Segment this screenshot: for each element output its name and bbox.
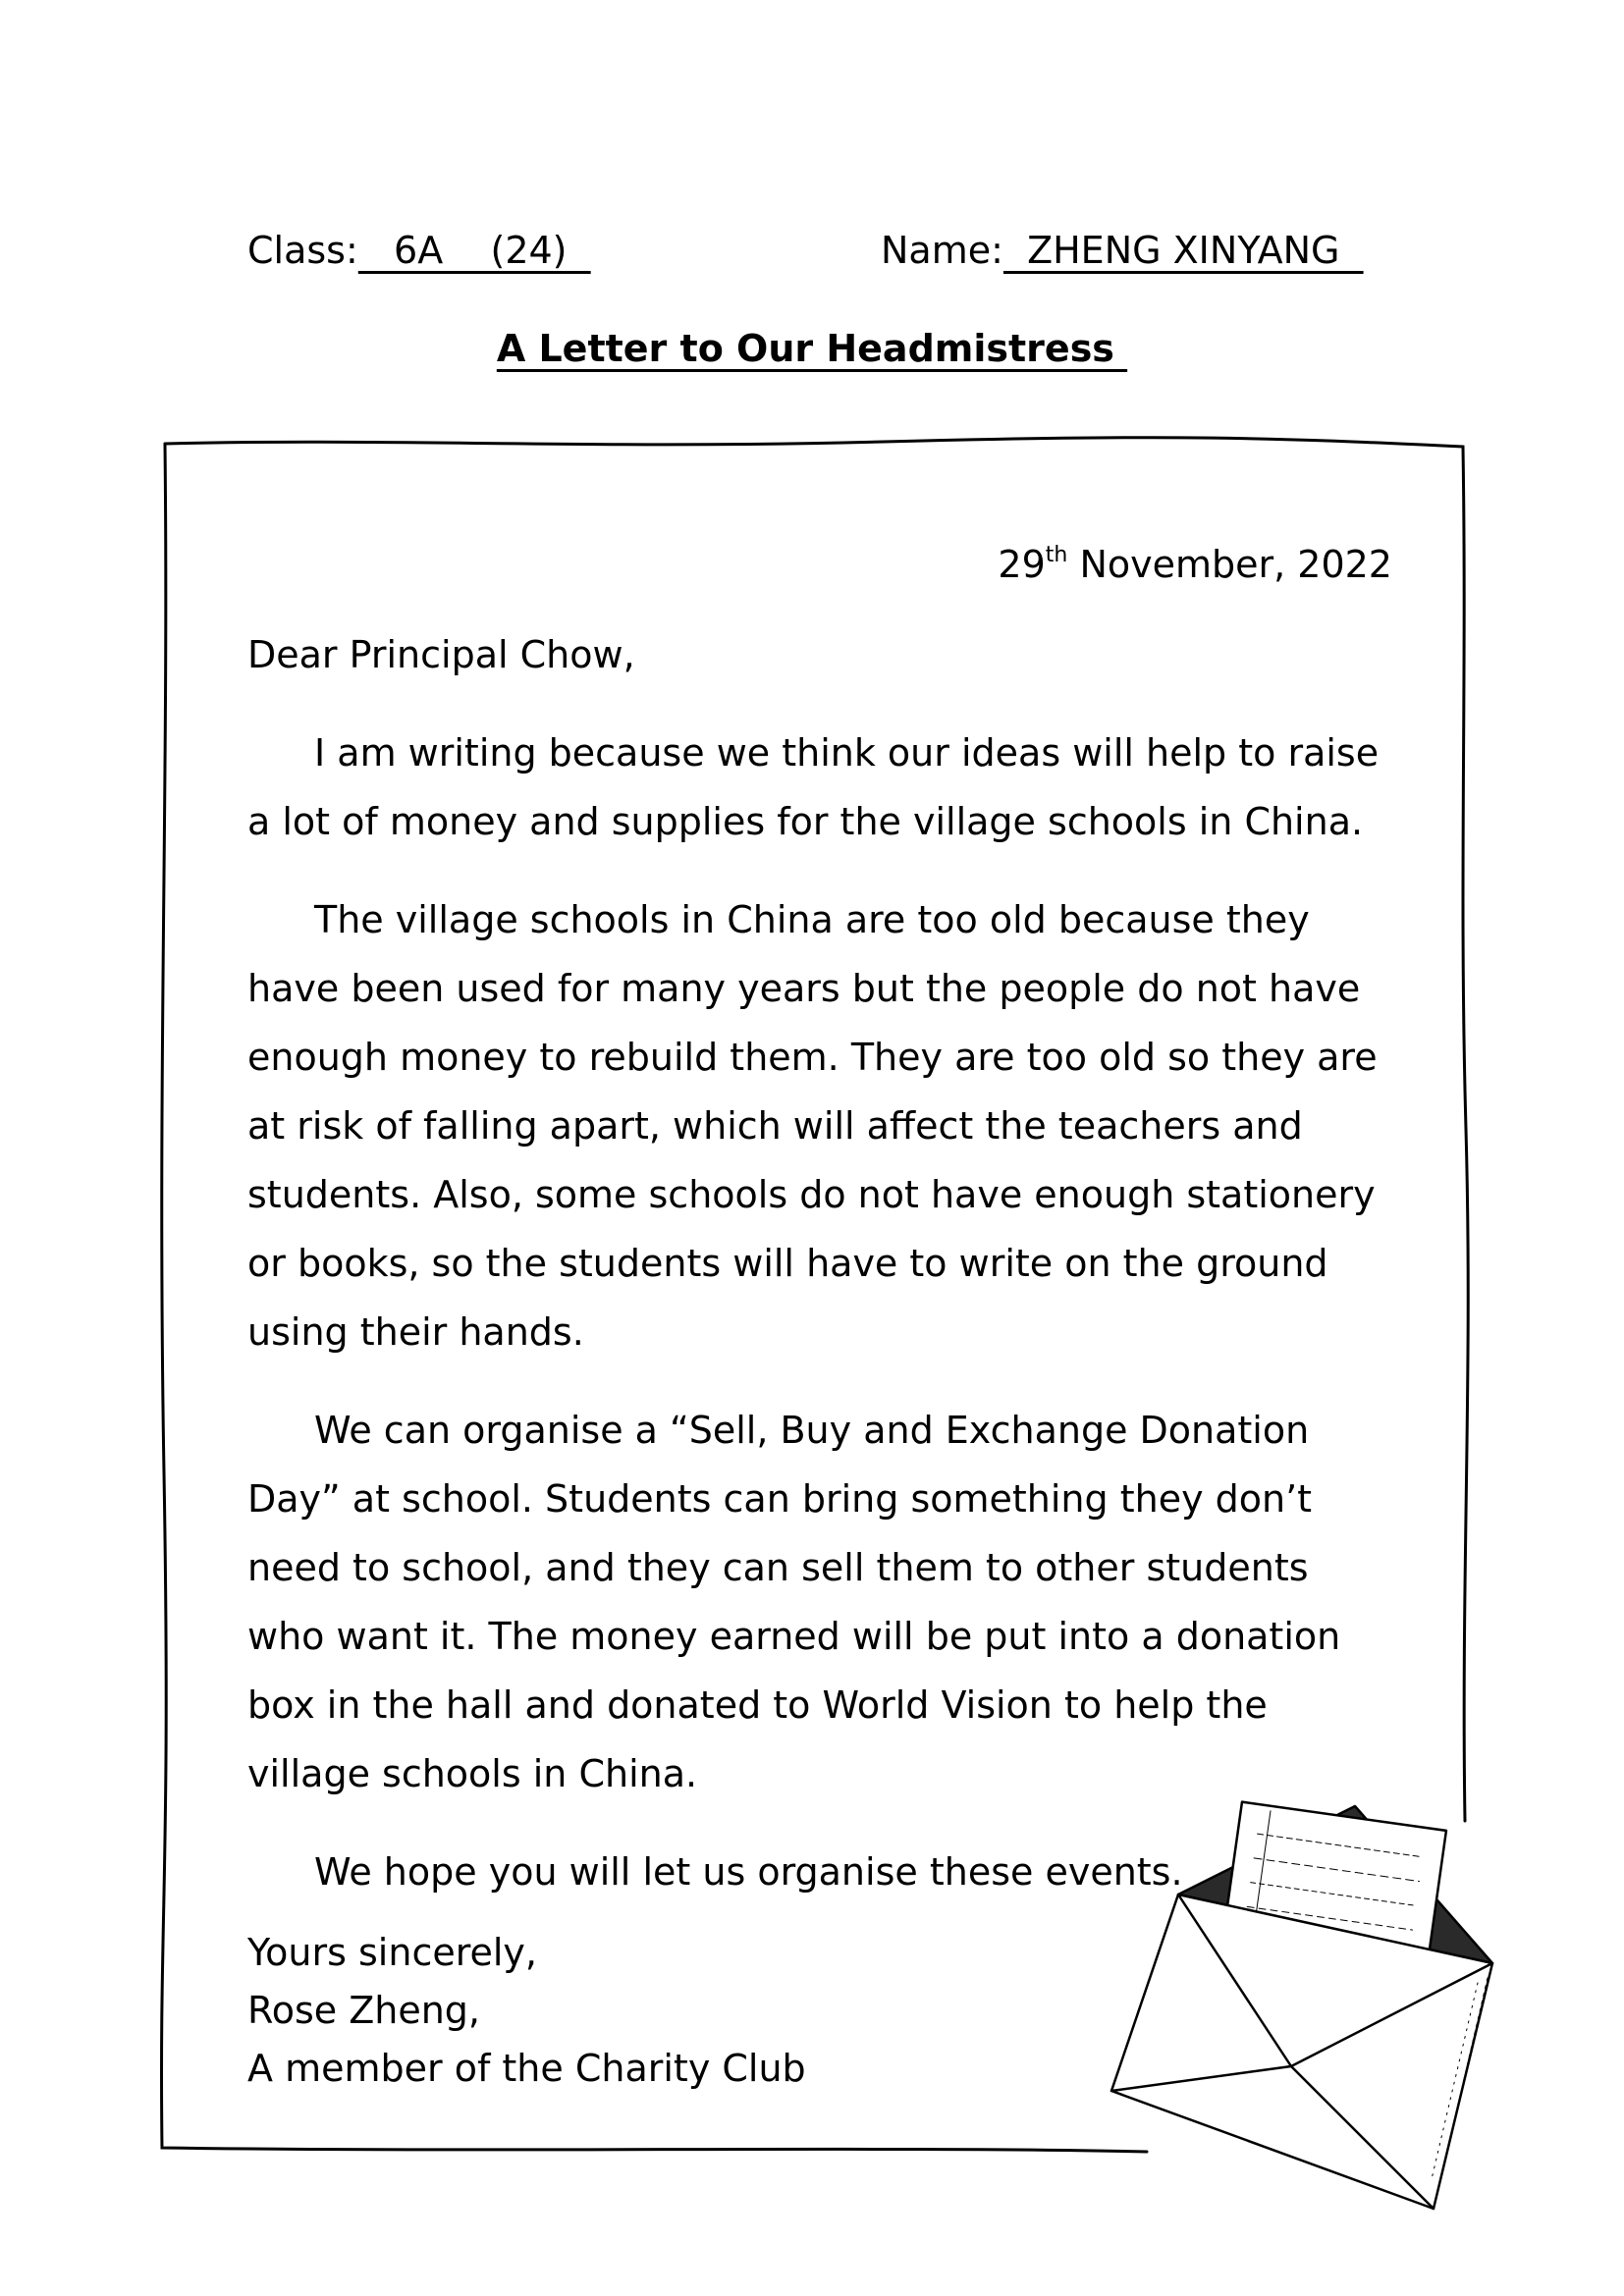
paragraph-problem: The village schools in China are too old because they have been used for many years but the people do not have enough money to rebuild them. They are too old so they are at risk of falling apart, which will affect the teachers and students. Also, some schools do not have enough stationery or books, so the students will have to write on the ground using their hands. — [247, 898, 1378, 1354]
class-value: 6A (24) — [357, 229, 591, 272]
document-title: A Letter to Our Headmistress — [496, 327, 1128, 370]
date-month-year: November, 2022 — [1067, 543, 1392, 586]
signature-name: Rose Zheng, — [247, 1989, 480, 2032]
date-day: 29 — [998, 543, 1046, 586]
paragraph-proposal: We can organise a “Sell, Buy and Exchange Donation Day” at school. Students can bring something they don’t need to school, and they can sell them to other students who want it. The money earned will be put into a donation box in the hall and donated to World Vision to help the village schools in China. — [247, 1409, 1341, 1795]
letter-date — [247, 530, 1392, 599]
date-suffix: th — [1045, 543, 1068, 567]
name-label: Name: — [881, 229, 1003, 272]
paragraph-conclusion: We hope you will let us organise these events. — [314, 1850, 1183, 1894]
paragraph-intro: I am writing because we think our ideas will help to raise a lot of money and supplies for the village schools in China. — [247, 731, 1380, 843]
closing-phrase: Yours sincerely, — [247, 1931, 538, 1974]
class-label: Class: — [247, 229, 358, 272]
letter-greeting: Dear Principal Chow, — [247, 633, 635, 676]
envelope-with-letter-icon — [1100, 1787, 1542, 2218]
name-value: ZHENG XINYANG — [1002, 229, 1364, 272]
signer-role: A member of the Charity Club — [247, 2047, 806, 2090]
